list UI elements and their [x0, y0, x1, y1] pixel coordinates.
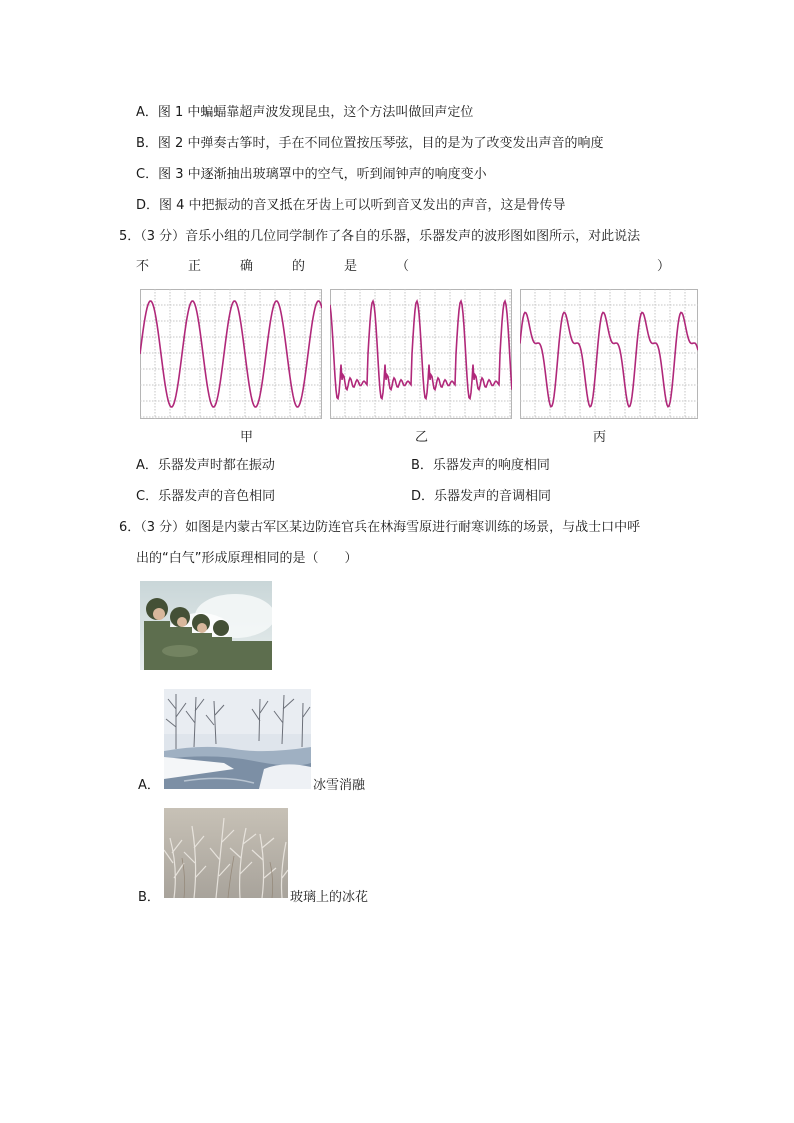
- q5-stem: 5．（3 分）音乐小组的几位同学制作了各自的乐器，乐器发声的波形图如图所示，对此说法: [119, 229, 641, 244]
- q5-option-d: D．乐器发声的音调相同: [411, 489, 552, 504]
- q4-option-d: D．图 4 中把振动的音叉抵在牙齿上可以听到音叉发出的声音，这是骨传导: [136, 198, 566, 213]
- q5-stem-char: 确: [240, 259, 254, 274]
- waveform-yi-curve: [330, 301, 512, 399]
- waveform-label-jia: 甲: [240, 430, 254, 445]
- ice-flowers-photo: [164, 808, 288, 898]
- q5-stem-char: （: [396, 259, 410, 274]
- q5-option-b: B．乐器发声的响度相同: [411, 458, 550, 473]
- q6-option-a-caption: 冰雪消融: [313, 778, 366, 793]
- q5-stem-char: 的: [292, 259, 306, 274]
- q5-stem-char: ）: [656, 259, 670, 274]
- q5-stem-char: 不: [136, 259, 150, 274]
- q4-option-b: B．图 2 中弹奏古筝时，手在不同位置按压琴弦，目的是为了改变发出声音的响度: [136, 136, 604, 151]
- q5-option-a: A．乐器发声时都在振动: [136, 458, 275, 473]
- q5-stem-char: 是: [344, 259, 358, 274]
- q6-option-b-caption: 玻璃上的冰花: [290, 890, 369, 905]
- q6-stem-line1: 6．（3 分）如图是内蒙古军区某边防连官兵在林海雪原进行耐寒训练的场景，与战士口中呼: [119, 520, 641, 535]
- q6-stem-line2: 出的“白气”形成原理相同的是（ ）: [136, 551, 358, 566]
- waveform-bing-curve: [520, 312, 698, 406]
- q5-stem-continuation: [136, 258, 670, 276]
- q6-option-b-label: B．: [138, 890, 160, 905]
- waveform-label-yi: 乙: [415, 430, 429, 445]
- q4-option-a: A．图 1 中蝙蝠靠超声波发现昆虫，这个方法叫做回声定位: [136, 105, 474, 120]
- soldiers-training-photo: [140, 581, 272, 670]
- q5-option-c: C．乐器发声的音色相同: [136, 489, 276, 504]
- q4-option-c: C．图 3 中逐渐抽出玻璃罩中的空气，听到闹钟声的响度变小: [136, 167, 487, 182]
- melting-snow-photo: [164, 689, 311, 789]
- waveform-yi: [330, 289, 512, 419]
- waveform-bing: [520, 289, 698, 419]
- q6-option-a-label: A．: [138, 778, 160, 793]
- q5-stem-char: 正: [188, 259, 202, 274]
- waveform-jia: [140, 289, 322, 419]
- waveform-label-bing: 丙: [593, 430, 607, 445]
- waveform-jia-curve: [140, 301, 322, 407]
